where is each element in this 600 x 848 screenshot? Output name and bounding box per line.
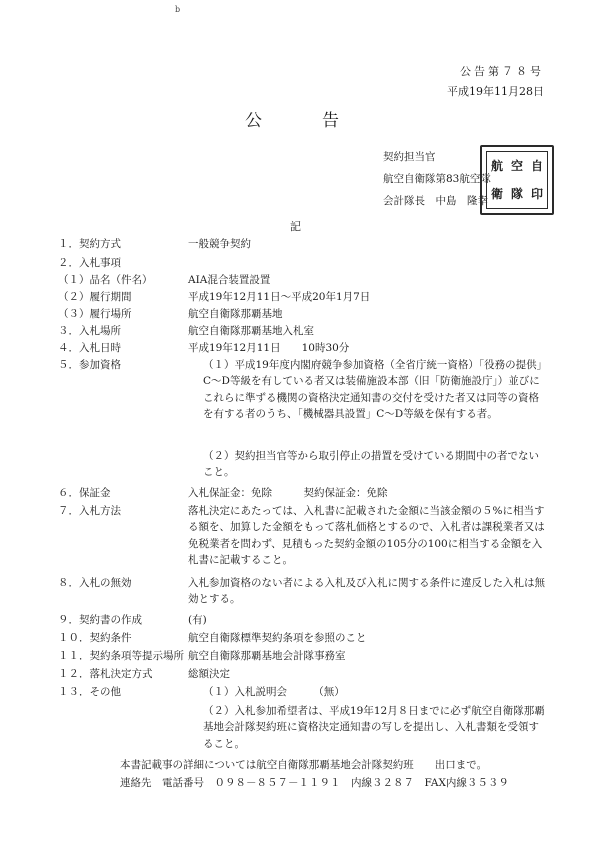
item-12-label: １２．落札決定方式 <box>58 668 153 680</box>
item-4-label: ４．入札日時 <box>58 342 121 354</box>
item-10-label: １０．契約条件 <box>58 632 132 644</box>
item-2-label: ２．入札事項 <box>58 257 121 269</box>
seal-char: 航 <box>490 158 503 173</box>
item-13-sub-2: （２）入札参加希望者は、平成19年12月８日までに必ず航空自衛隊那覇基地会計隊契約班に資格決定通知書の写しを提出し、入札書類を受領すること。 <box>203 705 545 750</box>
item-2-1-value: AIA混合装置設置 <box>188 274 271 286</box>
item-8-value: 入札参加資格のない者による入札及び入札に関する条件に違反した入札は無効とする。 <box>188 577 545 606</box>
official-seal <box>480 145 554 215</box>
item-9-value: (有) <box>188 614 207 626</box>
issuer-unit: 航空自衛隊第83航空隊 <box>383 173 491 185</box>
notice-date: 平成19年11月28日 <box>447 85 544 98</box>
seal-char: 空 <box>510 158 523 173</box>
item-12-value: 総額決定 <box>188 668 230 680</box>
item-3-value: 航空自衛隊那覇基地入札室 <box>188 325 314 337</box>
item-9-label: ９．契約書の作成 <box>58 614 142 626</box>
footer-contact: 連絡先 電話番号 ０９８－８５７－１１９１ 内線３２８７ FAX内線３５３９ <box>120 777 509 789</box>
item-2-2-value: 平成19年12月11日～平成20年1月7日 <box>188 291 371 303</box>
item-13-sub-1: （１）入札説明会 （無） <box>203 686 345 698</box>
stray-mark: b <box>175 5 181 14</box>
item-11-label: １１．契約条項等提示場所 <box>58 650 184 662</box>
item-5-sub-1: （１）平成19年度内閣府競争参加資格（全省庁統一資格）「役務の提供」C～D等級を有している者又は装備施設本部（旧「防衛施設庁」）並びにこれらに準ずる機関の資格決定通知書の交付を受けた者又は同等の資格を有する者のうち、「機械器具設置」C～D等級を保有する者。 <box>203 359 548 420</box>
item-5-label: ５．参加資格 <box>58 359 121 371</box>
issuer-role: 契約担当官 <box>383 151 436 163</box>
item-10-value: 航空自衛隊標準契約条項を参照のこと <box>188 632 367 644</box>
item-13-label: １３．その他 <box>58 686 121 698</box>
item-3-label: ３．入札場所 <box>58 325 121 337</box>
notice-number: 公告第７８号 <box>460 65 544 78</box>
document-title: 公告 <box>245 111 399 131</box>
item-1-label: １．契約方式 <box>58 238 121 250</box>
item-6-value: 入札保証金：免除 契約保証金：免除 <box>188 487 388 499</box>
item-7-value: 落札決定にあたっては、入札書に記載された金額に当該金額の５%に相当する額を、加算した金額をもって落札価格とするので、入札者は課税業者又は免税業者を問わず、見積もった契約金額の105分の100に相当する金額を入札書に記載すること。 <box>188 505 545 566</box>
footer-inquiry: 本書記載事の詳細については航空自衛隊那覇基地会計隊契約班 出口まで。 <box>120 759 488 771</box>
item-1-value: 一般競争契約 <box>188 238 251 250</box>
issuer-name: 会計隊長 中島 隆幸 <box>383 195 488 207</box>
item-11-value: 航空自衛隊那覇基地会計隊事務室 <box>188 650 346 662</box>
seal-char: 隊 <box>510 186 523 201</box>
ki-heading: 記 <box>290 220 301 233</box>
item-5-sub-2: （２）契約担当官等から取引停止の措置を受けている期間中の者でないこと。 <box>203 450 539 479</box>
item-2-3-label: （３）履行場所 <box>58 308 132 320</box>
seal-char: 自 <box>530 158 543 173</box>
item-6-label: ６．保証金 <box>58 487 111 499</box>
seal-char: 印 <box>530 186 543 201</box>
item-8-label: ８．入札の無効 <box>58 577 132 589</box>
item-4-value: 平成19年12月11日 10時30分 <box>188 342 350 354</box>
item-2-1-label: （１）品名（件名） <box>58 274 153 286</box>
item-2-3-value: 航空自衛隊那覇基地 <box>188 308 283 320</box>
item-2-2-label: （２）履行期間 <box>58 291 132 303</box>
item-7-label: ７．入札方法 <box>58 505 121 517</box>
seal-char: 衛 <box>490 186 503 201</box>
